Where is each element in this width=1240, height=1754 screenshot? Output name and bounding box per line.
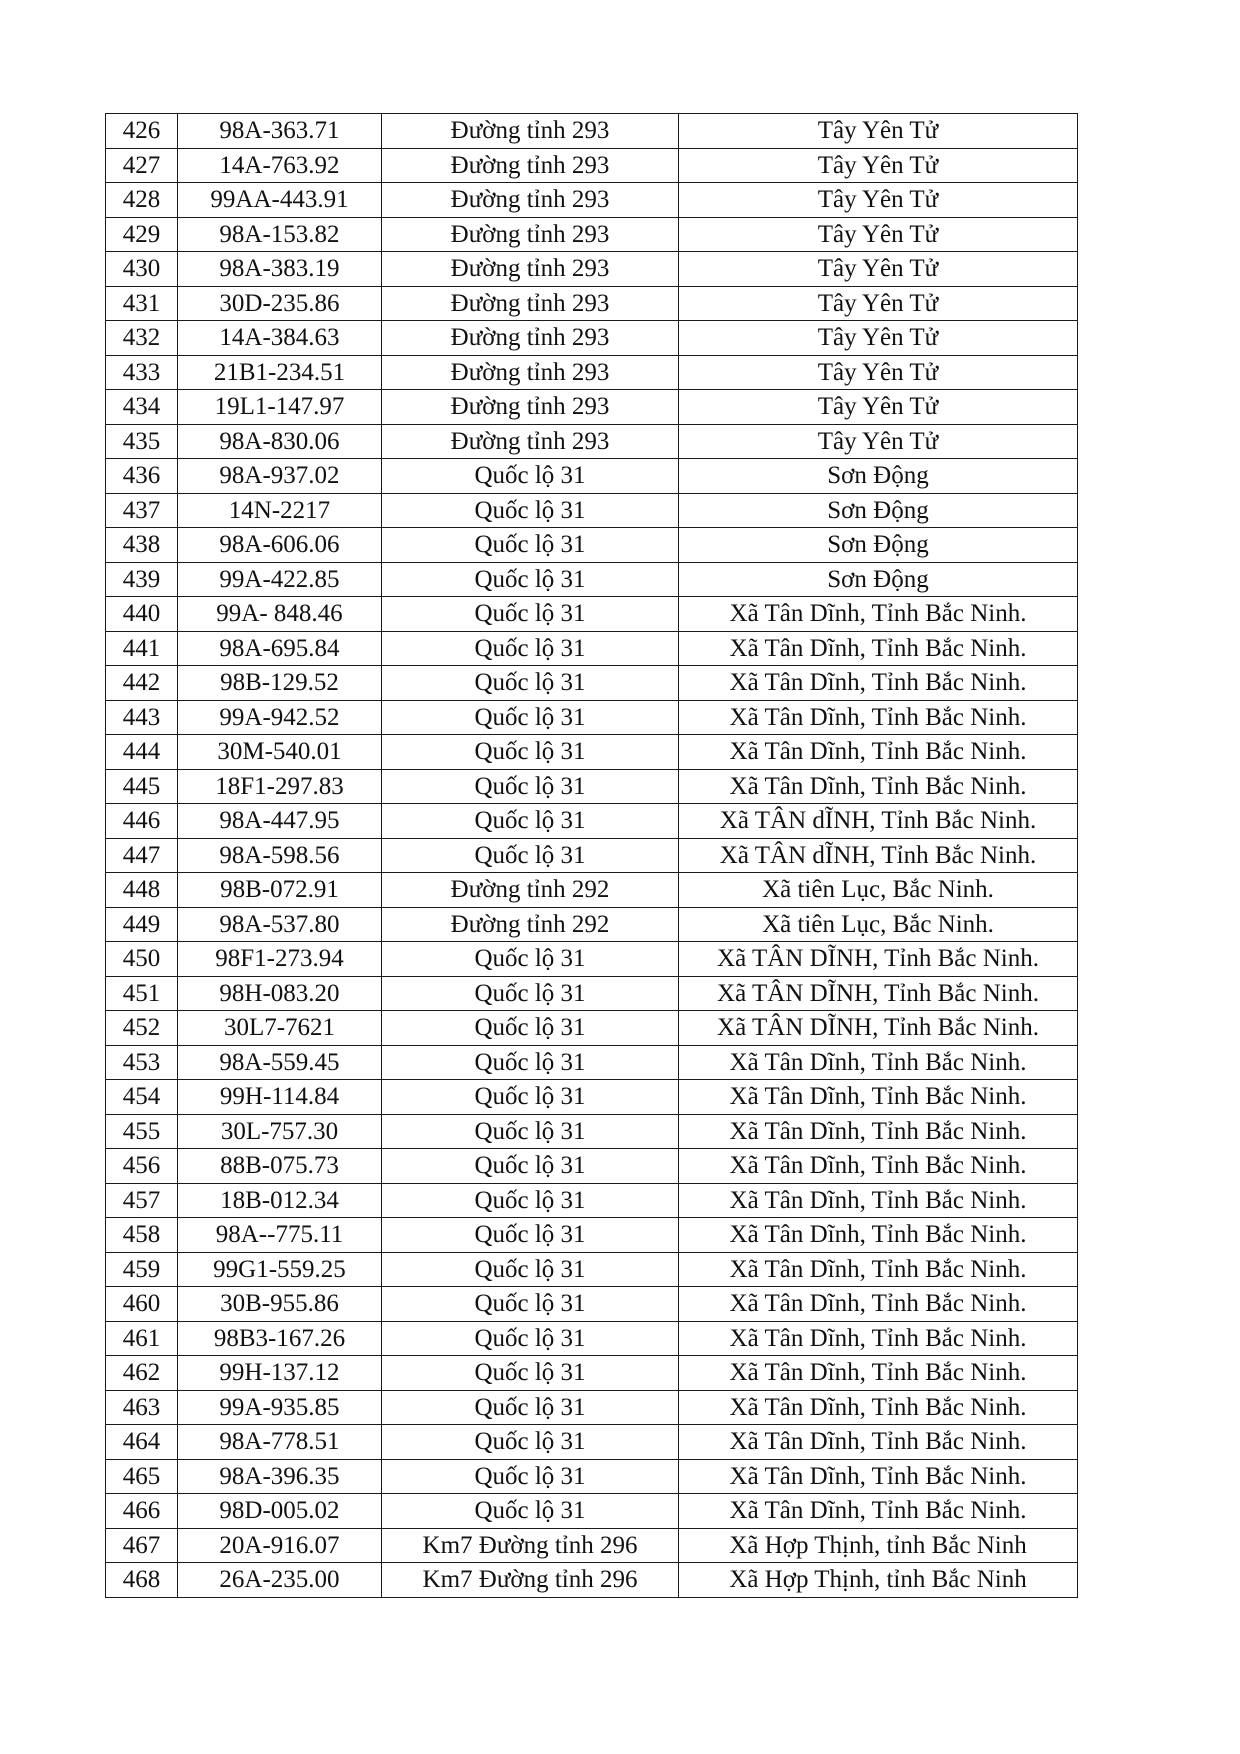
location-cell: Xã Tân Dĩnh, Tỉnh Bắc Ninh. [679, 1494, 1078, 1529]
road-cell: Quốc lộ 31 [382, 1149, 679, 1184]
table-row [106, 252, 1078, 287]
road-cell: Quốc lộ 31 [382, 976, 679, 1011]
row-number-cell: 438 [106, 528, 178, 563]
table-row [106, 114, 1078, 149]
location-cell: Xã Tân Dĩnh, Tỉnh Bắc Ninh. [679, 1390, 1078, 1425]
table-row [106, 1563, 1078, 1598]
road-cell: Quốc lộ 31 [382, 1459, 679, 1494]
table-row [106, 1045, 1078, 1080]
location-cell: Tây Yên Tử [679, 321, 1078, 356]
license-plate-cell: 30L7-7621 [178, 1011, 382, 1046]
location-cell: Xã TÂN DĨNH, Tỉnh Bắc Ninh. [679, 942, 1078, 977]
row-number-cell: 461 [106, 1321, 178, 1356]
location-cell: Xã TÂN dĨNH, Tỉnh Bắc Ninh. [679, 838, 1078, 873]
road-cell: Quốc lộ 31 [382, 1011, 679, 1046]
road-cell: Đường tỉnh 293 [382, 183, 679, 218]
table-row [106, 735, 1078, 770]
table-row [106, 286, 1078, 321]
location-cell: Xã TÂN dĨNH, Tỉnh Bắc Ninh. [679, 804, 1078, 839]
road-cell: Quốc lộ 31 [382, 1045, 679, 1080]
license-plate-cell: 98B3-167.26 [178, 1321, 382, 1356]
location-cell: Xã Tân Dĩnh, Tỉnh Bắc Ninh. [679, 597, 1078, 632]
license-plate-cell: 98A-363.71 [178, 114, 382, 149]
table-row [106, 804, 1078, 839]
license-plate-cell: 20A-916.07 [178, 1528, 382, 1563]
license-plate-cell: 99A-422.85 [178, 562, 382, 597]
location-cell: Xã Tân Dĩnh, Tỉnh Bắc Ninh. [679, 666, 1078, 701]
road-cell: Quốc lộ 31 [382, 1183, 679, 1218]
road-cell: Quốc lộ 31 [382, 1114, 679, 1149]
table-row [106, 1080, 1078, 1115]
row-number-cell: 450 [106, 942, 178, 977]
license-plate-cell: 98A-778.51 [178, 1425, 382, 1460]
location-cell: Tây Yên Tử [679, 252, 1078, 287]
road-cell: Quốc lộ 31 [382, 1356, 679, 1391]
license-plate-cell: 98A-606.06 [178, 528, 382, 563]
row-number-cell: 431 [106, 286, 178, 321]
row-number-cell: 435 [106, 424, 178, 459]
location-cell: Xã Hợp Thịnh, tỉnh Bắc Ninh [679, 1528, 1078, 1563]
location-cell: Tây Yên Tử [679, 390, 1078, 425]
license-plate-cell: 19L1-147.97 [178, 390, 382, 425]
license-plate-cell: 98A-830.06 [178, 424, 382, 459]
road-cell: Quốc lộ 31 [382, 597, 679, 632]
table-row [106, 321, 1078, 356]
road-cell: Quốc lộ 31 [382, 942, 679, 977]
location-cell: Tây Yên Tử [679, 114, 1078, 149]
location-cell: Xã Tân Dĩnh, Tỉnh Bắc Ninh. [679, 1356, 1078, 1391]
table-row [106, 631, 1078, 666]
row-number-cell: 468 [106, 1563, 178, 1598]
row-number-cell: 462 [106, 1356, 178, 1391]
location-cell: Sơn Động [679, 562, 1078, 597]
row-number-cell: 440 [106, 597, 178, 632]
road-cell: Quốc lộ 31 [382, 1080, 679, 1115]
license-plate-cell: 26A-235.00 [178, 1563, 382, 1598]
table-row [106, 1114, 1078, 1149]
row-number-cell: 452 [106, 1011, 178, 1046]
table-row [106, 700, 1078, 735]
license-plate-cell: 99A-942.52 [178, 700, 382, 735]
location-cell: Xã Tân Dĩnh, Tỉnh Bắc Ninh. [679, 769, 1078, 804]
location-cell: Tây Yên Tử [679, 424, 1078, 459]
location-cell: Tây Yên Tử [679, 183, 1078, 218]
road-cell: Quốc lộ 31 [382, 666, 679, 701]
table-row [106, 1149, 1078, 1184]
table-row [106, 1218, 1078, 1253]
table-row [106, 493, 1078, 528]
road-cell: Quốc lộ 31 [382, 1321, 679, 1356]
row-number-cell: 447 [106, 838, 178, 873]
location-cell: Sơn Động [679, 459, 1078, 494]
license-plate-cell: 30B-955.86 [178, 1287, 382, 1322]
road-cell: Quốc lộ 31 [382, 1390, 679, 1425]
license-plate-cell: 18B-012.34 [178, 1183, 382, 1218]
road-cell: Quốc lộ 31 [382, 804, 679, 839]
row-number-cell: 449 [106, 907, 178, 942]
row-number-cell: 426 [106, 114, 178, 149]
location-cell: Xã Tân Dĩnh, Tỉnh Bắc Ninh. [679, 1218, 1078, 1253]
license-plate-cell: 99H-137.12 [178, 1356, 382, 1391]
road-cell: Đường tỉnh 293 [382, 217, 679, 252]
location-cell: Xã Tân Dĩnh, Tỉnh Bắc Ninh. [679, 631, 1078, 666]
row-number-cell: 433 [106, 355, 178, 390]
license-plate-cell: 99H-114.84 [178, 1080, 382, 1115]
row-number-cell: 437 [106, 493, 178, 528]
table-row [106, 1528, 1078, 1563]
table-row [106, 355, 1078, 390]
license-plate-cell: 98A-598.56 [178, 838, 382, 873]
license-plate-cell: 98B-072.91 [178, 873, 382, 908]
location-cell: Xã TÂN DĨNH, Tỉnh Bắc Ninh. [679, 1011, 1078, 1046]
table-row [106, 1287, 1078, 1322]
row-number-cell: 467 [106, 1528, 178, 1563]
row-number-cell: 439 [106, 562, 178, 597]
road-cell: Đường tỉnh 293 [382, 114, 679, 149]
road-cell: Quốc lộ 31 [382, 1252, 679, 1287]
license-plate-cell: 98D-005.02 [178, 1494, 382, 1529]
row-number-cell: 432 [106, 321, 178, 356]
table-row [106, 562, 1078, 597]
road-cell: Đường tỉnh 293 [382, 424, 679, 459]
road-cell: Quốc lộ 31 [382, 1287, 679, 1322]
location-cell: Xã Tân Dĩnh, Tỉnh Bắc Ninh. [679, 1045, 1078, 1080]
road-cell: Đường tỉnh 293 [382, 286, 679, 321]
license-plate-cell: 14A-384.63 [178, 321, 382, 356]
row-number-cell: 466 [106, 1494, 178, 1529]
road-cell: Đường tỉnh 292 [382, 873, 679, 908]
row-number-cell: 454 [106, 1080, 178, 1115]
location-cell: Xã Tân Dĩnh, Tỉnh Bắc Ninh. [679, 1459, 1078, 1494]
table-row [106, 769, 1078, 804]
table-row [106, 390, 1078, 425]
road-cell: Đường tỉnh 293 [382, 321, 679, 356]
license-plate-cell: 98B-129.52 [178, 666, 382, 701]
row-number-cell: 445 [106, 769, 178, 804]
table-row [106, 1425, 1078, 1460]
table-row [106, 976, 1078, 1011]
road-cell: Quốc lộ 31 [382, 562, 679, 597]
license-plate-cell: 98A-383.19 [178, 252, 382, 287]
license-plate-cell: 21B1-234.51 [178, 355, 382, 390]
row-number-cell: 464 [106, 1425, 178, 1460]
location-cell: Xã Tân Dĩnh, Tỉnh Bắc Ninh. [679, 1080, 1078, 1115]
row-number-cell: 455 [106, 1114, 178, 1149]
table-row [106, 666, 1078, 701]
location-cell: Xã Tân Dĩnh, Tỉnh Bắc Ninh. [679, 700, 1078, 735]
road-cell: Đường tỉnh 293 [382, 148, 679, 183]
road-cell: Km7 Đường tỉnh 296 [382, 1563, 679, 1598]
location-cell: Xã Tân Dĩnh, Tỉnh Bắc Ninh. [679, 1252, 1078, 1287]
license-plate-cell: 98A-937.02 [178, 459, 382, 494]
table-row [106, 597, 1078, 632]
license-plate-cell: 98A-447.95 [178, 804, 382, 839]
location-cell: Xã Tân Dĩnh, Tỉnh Bắc Ninh. [679, 735, 1078, 770]
road-cell: Quốc lộ 31 [382, 735, 679, 770]
row-number-cell: 458 [106, 1218, 178, 1253]
license-plate-cell: 98A-695.84 [178, 631, 382, 666]
license-plate-cell: 98F1-273.94 [178, 942, 382, 977]
table-row [106, 459, 1078, 494]
license-plate-cell: 14A-763.92 [178, 148, 382, 183]
road-cell: Km7 Đường tỉnh 296 [382, 1528, 679, 1563]
row-number-cell: 448 [106, 873, 178, 908]
row-number-cell: 427 [106, 148, 178, 183]
table-row [106, 424, 1078, 459]
row-number-cell: 459 [106, 1252, 178, 1287]
location-cell: Sơn Động [679, 528, 1078, 563]
road-cell: Quốc lộ 31 [382, 838, 679, 873]
row-number-cell: 465 [106, 1459, 178, 1494]
location-cell: Tây Yên Tử [679, 148, 1078, 183]
row-number-cell: 446 [106, 804, 178, 839]
table-row [106, 1321, 1078, 1356]
road-cell: Quốc lộ 31 [382, 493, 679, 528]
license-plate-cell: 98A-559.45 [178, 1045, 382, 1080]
license-plate-cell: 98A--775.11 [178, 1218, 382, 1253]
row-number-cell: 460 [106, 1287, 178, 1322]
row-number-cell: 444 [106, 735, 178, 770]
location-cell: Xã tiên Lục, Bắc Ninh. [679, 907, 1078, 942]
table-row [106, 183, 1078, 218]
row-number-cell: 463 [106, 1390, 178, 1425]
license-plate-cell: 30L-757.30 [178, 1114, 382, 1149]
location-cell: Xã tiên Lục, Bắc Ninh. [679, 873, 1078, 908]
location-cell: Xã Tân Dĩnh, Tỉnh Bắc Ninh. [679, 1425, 1078, 1460]
road-cell: Đường tỉnh 293 [382, 355, 679, 390]
table-row [106, 1252, 1078, 1287]
table-row [106, 1390, 1078, 1425]
location-cell: Tây Yên Tử [679, 286, 1078, 321]
license-plate-cell: 99G1-559.25 [178, 1252, 382, 1287]
location-cell: Tây Yên Tử [679, 217, 1078, 252]
table-row [106, 838, 1078, 873]
violations-table [105, 113, 1078, 1598]
license-plate-cell: 99A-935.85 [178, 1390, 382, 1425]
road-cell: Quốc lộ 31 [382, 769, 679, 804]
row-number-cell: 429 [106, 217, 178, 252]
table-row [106, 1356, 1078, 1391]
row-number-cell: 443 [106, 700, 178, 735]
table-row [106, 873, 1078, 908]
table-row [106, 1011, 1078, 1046]
location-cell: Xã Hợp Thịnh, tỉnh Bắc Ninh [679, 1563, 1078, 1598]
location-cell: Xã TÂN DĨNH, Tỉnh Bắc Ninh. [679, 976, 1078, 1011]
location-cell: Sơn Động [679, 493, 1078, 528]
table-row [106, 907, 1078, 942]
license-plate-cell: 30M-540.01 [178, 735, 382, 770]
row-number-cell: 442 [106, 666, 178, 701]
location-cell: Tây Yên Tử [679, 355, 1078, 390]
row-number-cell: 453 [106, 1045, 178, 1080]
license-plate-cell: 98A-537.80 [178, 907, 382, 942]
table-row [106, 528, 1078, 563]
location-cell: Xã Tân Dĩnh, Tỉnh Bắc Ninh. [679, 1321, 1078, 1356]
location-cell: Xã Tân Dĩnh, Tỉnh Bắc Ninh. [679, 1183, 1078, 1218]
table-row [106, 942, 1078, 977]
road-cell: Quốc lộ 31 [382, 631, 679, 666]
table-row [106, 148, 1078, 183]
license-plate-cell: 88B-075.73 [178, 1149, 382, 1184]
road-cell: Đường tỉnh 293 [382, 390, 679, 425]
row-number-cell: 457 [106, 1183, 178, 1218]
location-cell: Xã Tân Dĩnh, Tỉnh Bắc Ninh. [679, 1114, 1078, 1149]
row-number-cell: 451 [106, 976, 178, 1011]
row-number-cell: 430 [106, 252, 178, 287]
road-cell: Quốc lộ 31 [382, 459, 679, 494]
table-row [106, 1459, 1078, 1494]
row-number-cell: 456 [106, 1149, 178, 1184]
location-cell: Xã Tân Dĩnh, Tỉnh Bắc Ninh. [679, 1287, 1078, 1322]
license-plate-cell: 99AA-443.91 [178, 183, 382, 218]
license-plate-cell: 30D-235.86 [178, 286, 382, 321]
license-plate-cell: 14N-2217 [178, 493, 382, 528]
license-plate-cell: 98A-153.82 [178, 217, 382, 252]
location-cell: Xã Tân Dĩnh, Tỉnh Bắc Ninh. [679, 1149, 1078, 1184]
road-cell: Đường tỉnh 293 [382, 252, 679, 287]
road-cell: Quốc lộ 31 [382, 528, 679, 563]
license-plate-cell: 98H-083.20 [178, 976, 382, 1011]
table-body [106, 114, 1078, 1598]
road-cell: Quốc lộ 31 [382, 1218, 679, 1253]
license-plate-cell: 98A-396.35 [178, 1459, 382, 1494]
road-cell: Quốc lộ 31 [382, 700, 679, 735]
row-number-cell: 436 [106, 459, 178, 494]
row-number-cell: 441 [106, 631, 178, 666]
table-row [106, 1183, 1078, 1218]
road-cell: Đường tỉnh 292 [382, 907, 679, 942]
table-row [106, 1494, 1078, 1529]
row-number-cell: 434 [106, 390, 178, 425]
license-plate-cell: 18F1-297.83 [178, 769, 382, 804]
license-plate-cell: 99A- 848.46 [178, 597, 382, 632]
road-cell: Quốc lộ 31 [382, 1494, 679, 1529]
table-row [106, 217, 1078, 252]
road-cell: Quốc lộ 31 [382, 1425, 679, 1460]
row-number-cell: 428 [106, 183, 178, 218]
